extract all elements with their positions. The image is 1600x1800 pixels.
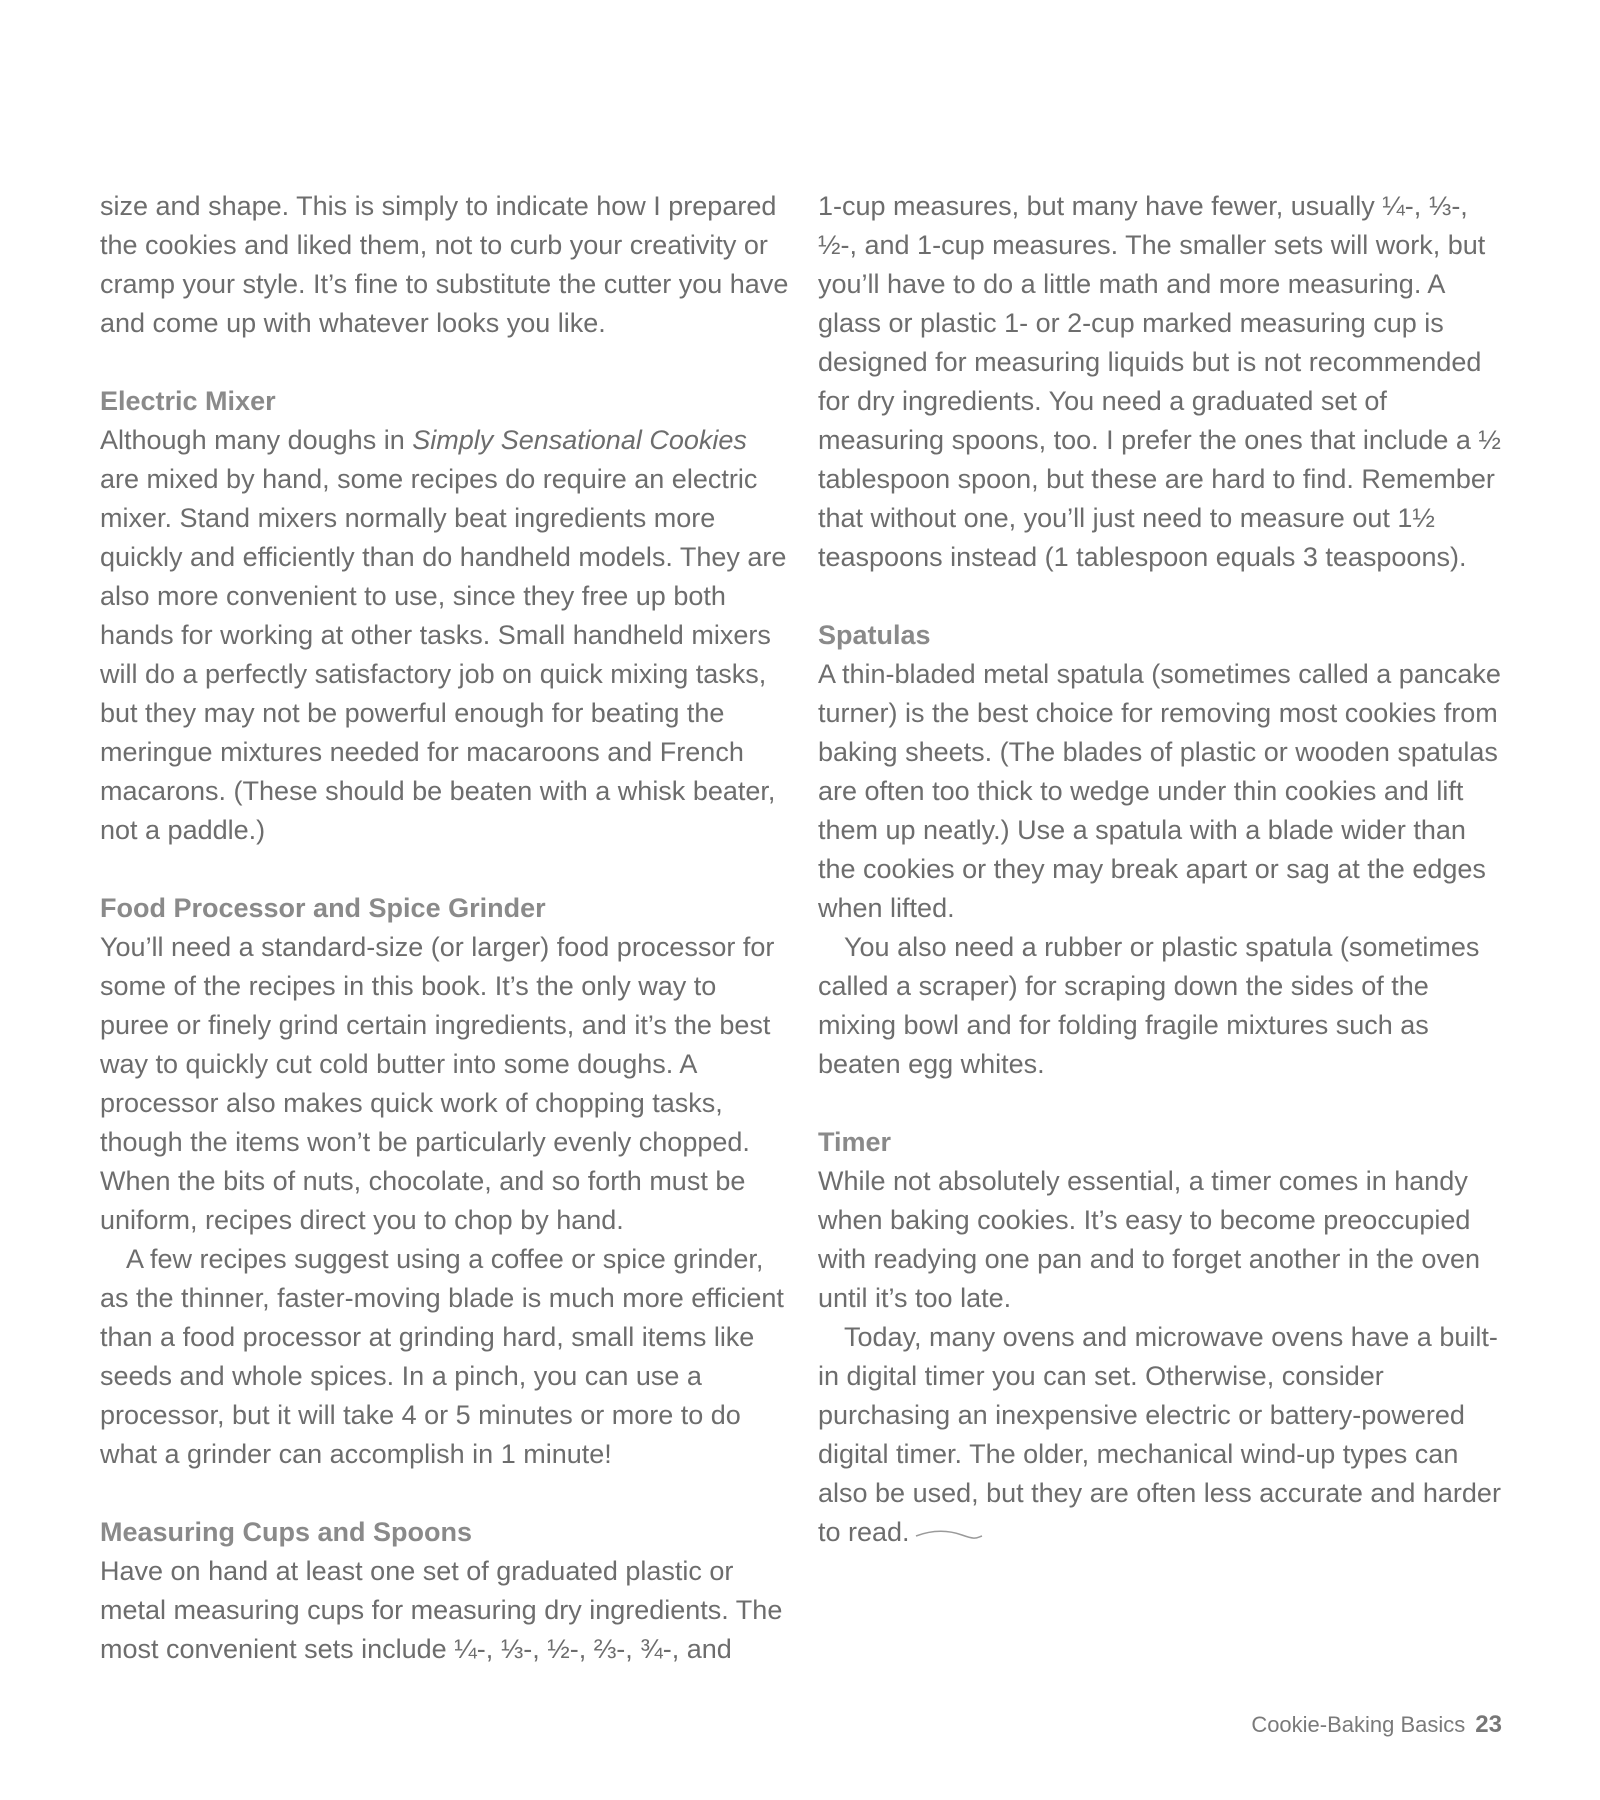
electric-mixer-heading: Electric Mixer [100,386,276,416]
food-processor-paragraph-2: A few recipes suggest using a coffee or spice grinder, as the thinner, faster-moving blade is much more efficient than a food processor at grinding hard, small items like seeds and whole spices. In a pinch, you can use a processor, but it will take 4 or 5 minutes or more to do what a grinder can accomplish in 1 minute! [100,1244,784,1469]
measuring-heading: Measuring Cups and Spoons [100,1517,473,1547]
timer-paragraph-2 [818,1318,1508,1552]
left-column [100,187,790,1669]
spatulas-paragraph-2: You also need a rubber or plastic spatula (sometimes called a scraper) for scraping down the sides of the mixing bowl and for folding fragile mixtures such as beaten egg whites. [818,932,1480,1079]
measuring-paragraph: Have on hand at least one set of graduated plastic or metal measuring cups for measuring dry ingredients. The most convenient sets include ¼-, ⅓-, ½-, ⅔-, ¾-, and [100,1556,783,1664]
book-title: Simply Sensational Cookies [412,425,747,455]
page-number: 23 [1475,1711,1502,1738]
timer-heading: Timer [818,1127,892,1157]
electric-mixer-text-before: Although many doughs in [100,425,413,455]
food-processor-heading: Food Processor and Spice Grinder [100,893,546,923]
end-mark-icon [914,1527,984,1541]
food-processor-paragraph-1: You’ll need a standard-size (or larger) food processor for some of the recipes in this book. It’s the only way to puree or finely grind certain ingredients, and it’s the best way to quickly cut cold butter into some doughs. A processor also makes quick work of chopping tasks, though the items won’t be particularly evenly chopped. When the bits of nuts, chocolate, and so forth must be uniform, recipes direct you to chop by hand. [100,932,775,1235]
timer-paragraph-2-text: Today, many ovens and microwave ovens have a built-in digital timer you can set. Otherwise, consider purchasing an inexpensive electric or battery-powered digital timer. The older, mechanical wind-up types can also be used, but they are often less accurate and harder to read. [818,1322,1501,1547]
footer-section-title: Cookie-Baking Basics [1251,1712,1466,1737]
electric-mixer-paragraph [100,421,790,850]
spatulas-paragraph-1: A thin-bladed metal spatula (sometimes called a pancake turner) is the best choice for removing most cookies from baking sheets. (The blades of plastic or wooden spatulas are often too thick to wedge under thin cookies and lift them up neatly.) Use a spatula with a blade wider than the cookies or they may break apart or sag at the edges when lifted. [818,659,1501,923]
electric-mixer-text-after: are mixed by hand, some recipes do require an electric mixer. Stand mixers normally beat ingredients more quickly and efficiently than do handheld models. They are also more convenient to use, since they free up both hands for working at other tasks. Small handheld mixers will do a perfectly satisfactory job on quick mixing tasks, but they may not be powerful enough for beating the meringue mixtures needed for macaroons and French macarons. (These should be beaten with a whisk beater, not a paddle.) [100,464,787,845]
right-column [818,187,1508,1552]
page-footer [1000,1710,1502,1740]
measuring-continued-paragraph: 1-cup measures, but many have fewer, usually ¼-, ⅓-, ½-, and 1-cup measures. The smaller sets will work, but you’ll have to do a little math and more measuring. A glass or plastic 1- or 2-cup marked measuring cup is designed for measuring liquids but is not recommended for dry ingredients. You need a graduated set of measuring spoons, too. I prefer the ones that include a ½ tablespoon spoon, but these are hard to find. Remember that without one, you’ll just need to measure out 1½ teaspoons instead (1 tablespoon equals 3 teaspoons). [818,191,1501,572]
spatulas-heading: Spatulas [818,620,931,650]
intro-paragraph: size and shape. This is simply to indicate how I prepared the cookies and liked them, not to curb your creativity or cramp your style. It’s fine to substitute the cutter you have and come up with whatever looks you like. [100,191,789,338]
timer-paragraph-1: While not absolutely essential, a timer comes in handy when baking cookies. It’s easy to become preoccupied with readying one pan and to forget another in the oven until it’s too late. [818,1166,1480,1313]
